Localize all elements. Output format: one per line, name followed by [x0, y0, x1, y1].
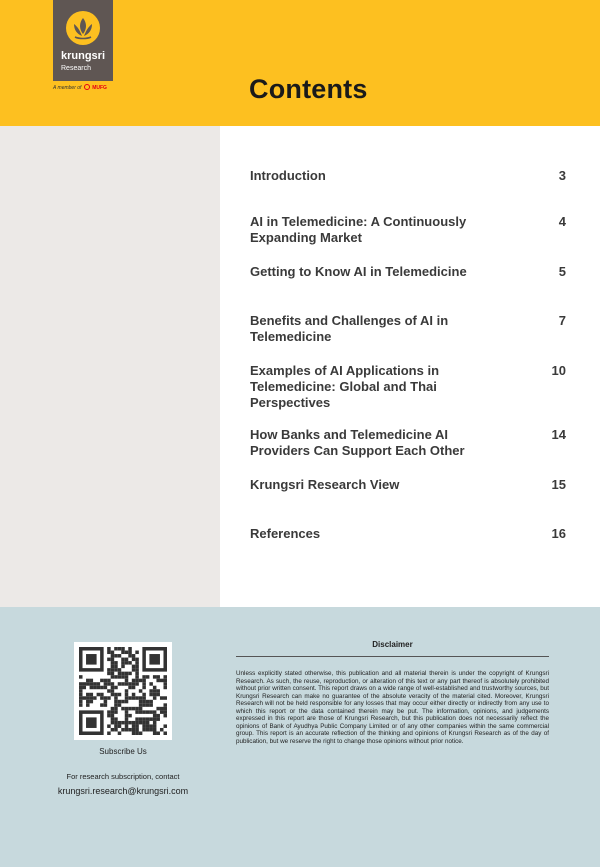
toc-item-label: Benefits and Challenges of AI in Telemedicine — [250, 313, 449, 344]
page-title: Contents — [249, 74, 368, 104]
mufg-icon — [84, 84, 90, 90]
member-prefix: A member of — [53, 85, 82, 91]
toc-item-label: References — [250, 526, 321, 541]
toc-item-page: 10 — [551, 363, 566, 378]
toc-item-page: 14 — [551, 427, 566, 442]
toc-item-page: 3 — [558, 168, 566, 183]
left-decor-panel — [0, 126, 220, 607]
toc-item-page: 15 — [551, 477, 566, 492]
member-group: MUFG — [92, 85, 107, 91]
toc-item[interactable] — [250, 363, 566, 411]
toc-item[interactable] — [250, 477, 566, 493]
krungsri-emblem-icon — [65, 10, 101, 46]
toc-item[interactable] — [250, 214, 566, 246]
brand-name: krungsri — [60, 50, 105, 62]
toc-item[interactable] — [250, 264, 566, 280]
toc-item-page: 16 — [551, 526, 566, 541]
toc-item-label: Krungsri Research View — [250, 477, 400, 492]
disclaimer-text: Unless explicitly stated otherwise, this publication and all material therein is under the copyright of Krungsri Research. As such, the reuse, reproduction, or alteration of this text or any part thereof is absolutely prohibited without prior written consent. This report draws on a wide range of well-established and trustworthy sources, but Krungsri Research can make no guarantee of the absolute veracity of the material cited. Moreover, Krungsri Research will not be held responsible for any losses that may occur either directly or indirectly from any use to which this report or the data contained therein may be put. The information, opinions, and judgements expressed in this report are those of Krungsri Research, but this publication does not necessarily reflect the opinions of Bank of Ayudhya Public Company Limited or of any other companies within the same commercial group. This report is an accurate reflection of the thinking and opinions of Krungsri Research as of the day of publication, but we reserve the right to change those opinions without prior notice. — [236, 670, 549, 745]
toc-item-label: Introduction — [250, 168, 326, 183]
toc-item-label: Getting to Know AI in Telemedicine — [250, 264, 467, 279]
qr-code-icon[interactable] — [74, 642, 172, 740]
contact-text: For research subscription, contact — [66, 772, 180, 781]
toc-item[interactable] — [250, 313, 566, 345]
toc-item-page: 5 — [558, 264, 566, 279]
toc-item-label: How Banks and Telemedicine AI Providers Can Support Each Other — [250, 427, 465, 458]
toc-item-label: Examples of AI Applications in Telemedicine: Global and Thai Perspectives — [250, 363, 440, 410]
header-band — [0, 0, 600, 126]
toc-item-page: 7 — [558, 313, 566, 328]
disclaimer-divider — [236, 656, 549, 657]
toc-item-label: AI in Telemedicine: A Continuously Expanding Market — [250, 214, 467, 245]
subscribe-label: Subscribe Us — [99, 747, 147, 756]
toc-item[interactable] — [250, 168, 566, 184]
contact-email-link[interactable]: krungsri.research@krungsri.com — [57, 786, 189, 796]
toc-item-page: 4 — [558, 214, 566, 229]
disclaimer-title: Disclaimer — [372, 640, 413, 649]
brand-sub: Research — [61, 65, 91, 72]
krungsri-logo[interactable] — [53, 0, 113, 81]
member-of-line — [53, 84, 107, 91]
toc-item[interactable] — [250, 526, 566, 542]
toc-item[interactable] — [250, 427, 566, 459]
